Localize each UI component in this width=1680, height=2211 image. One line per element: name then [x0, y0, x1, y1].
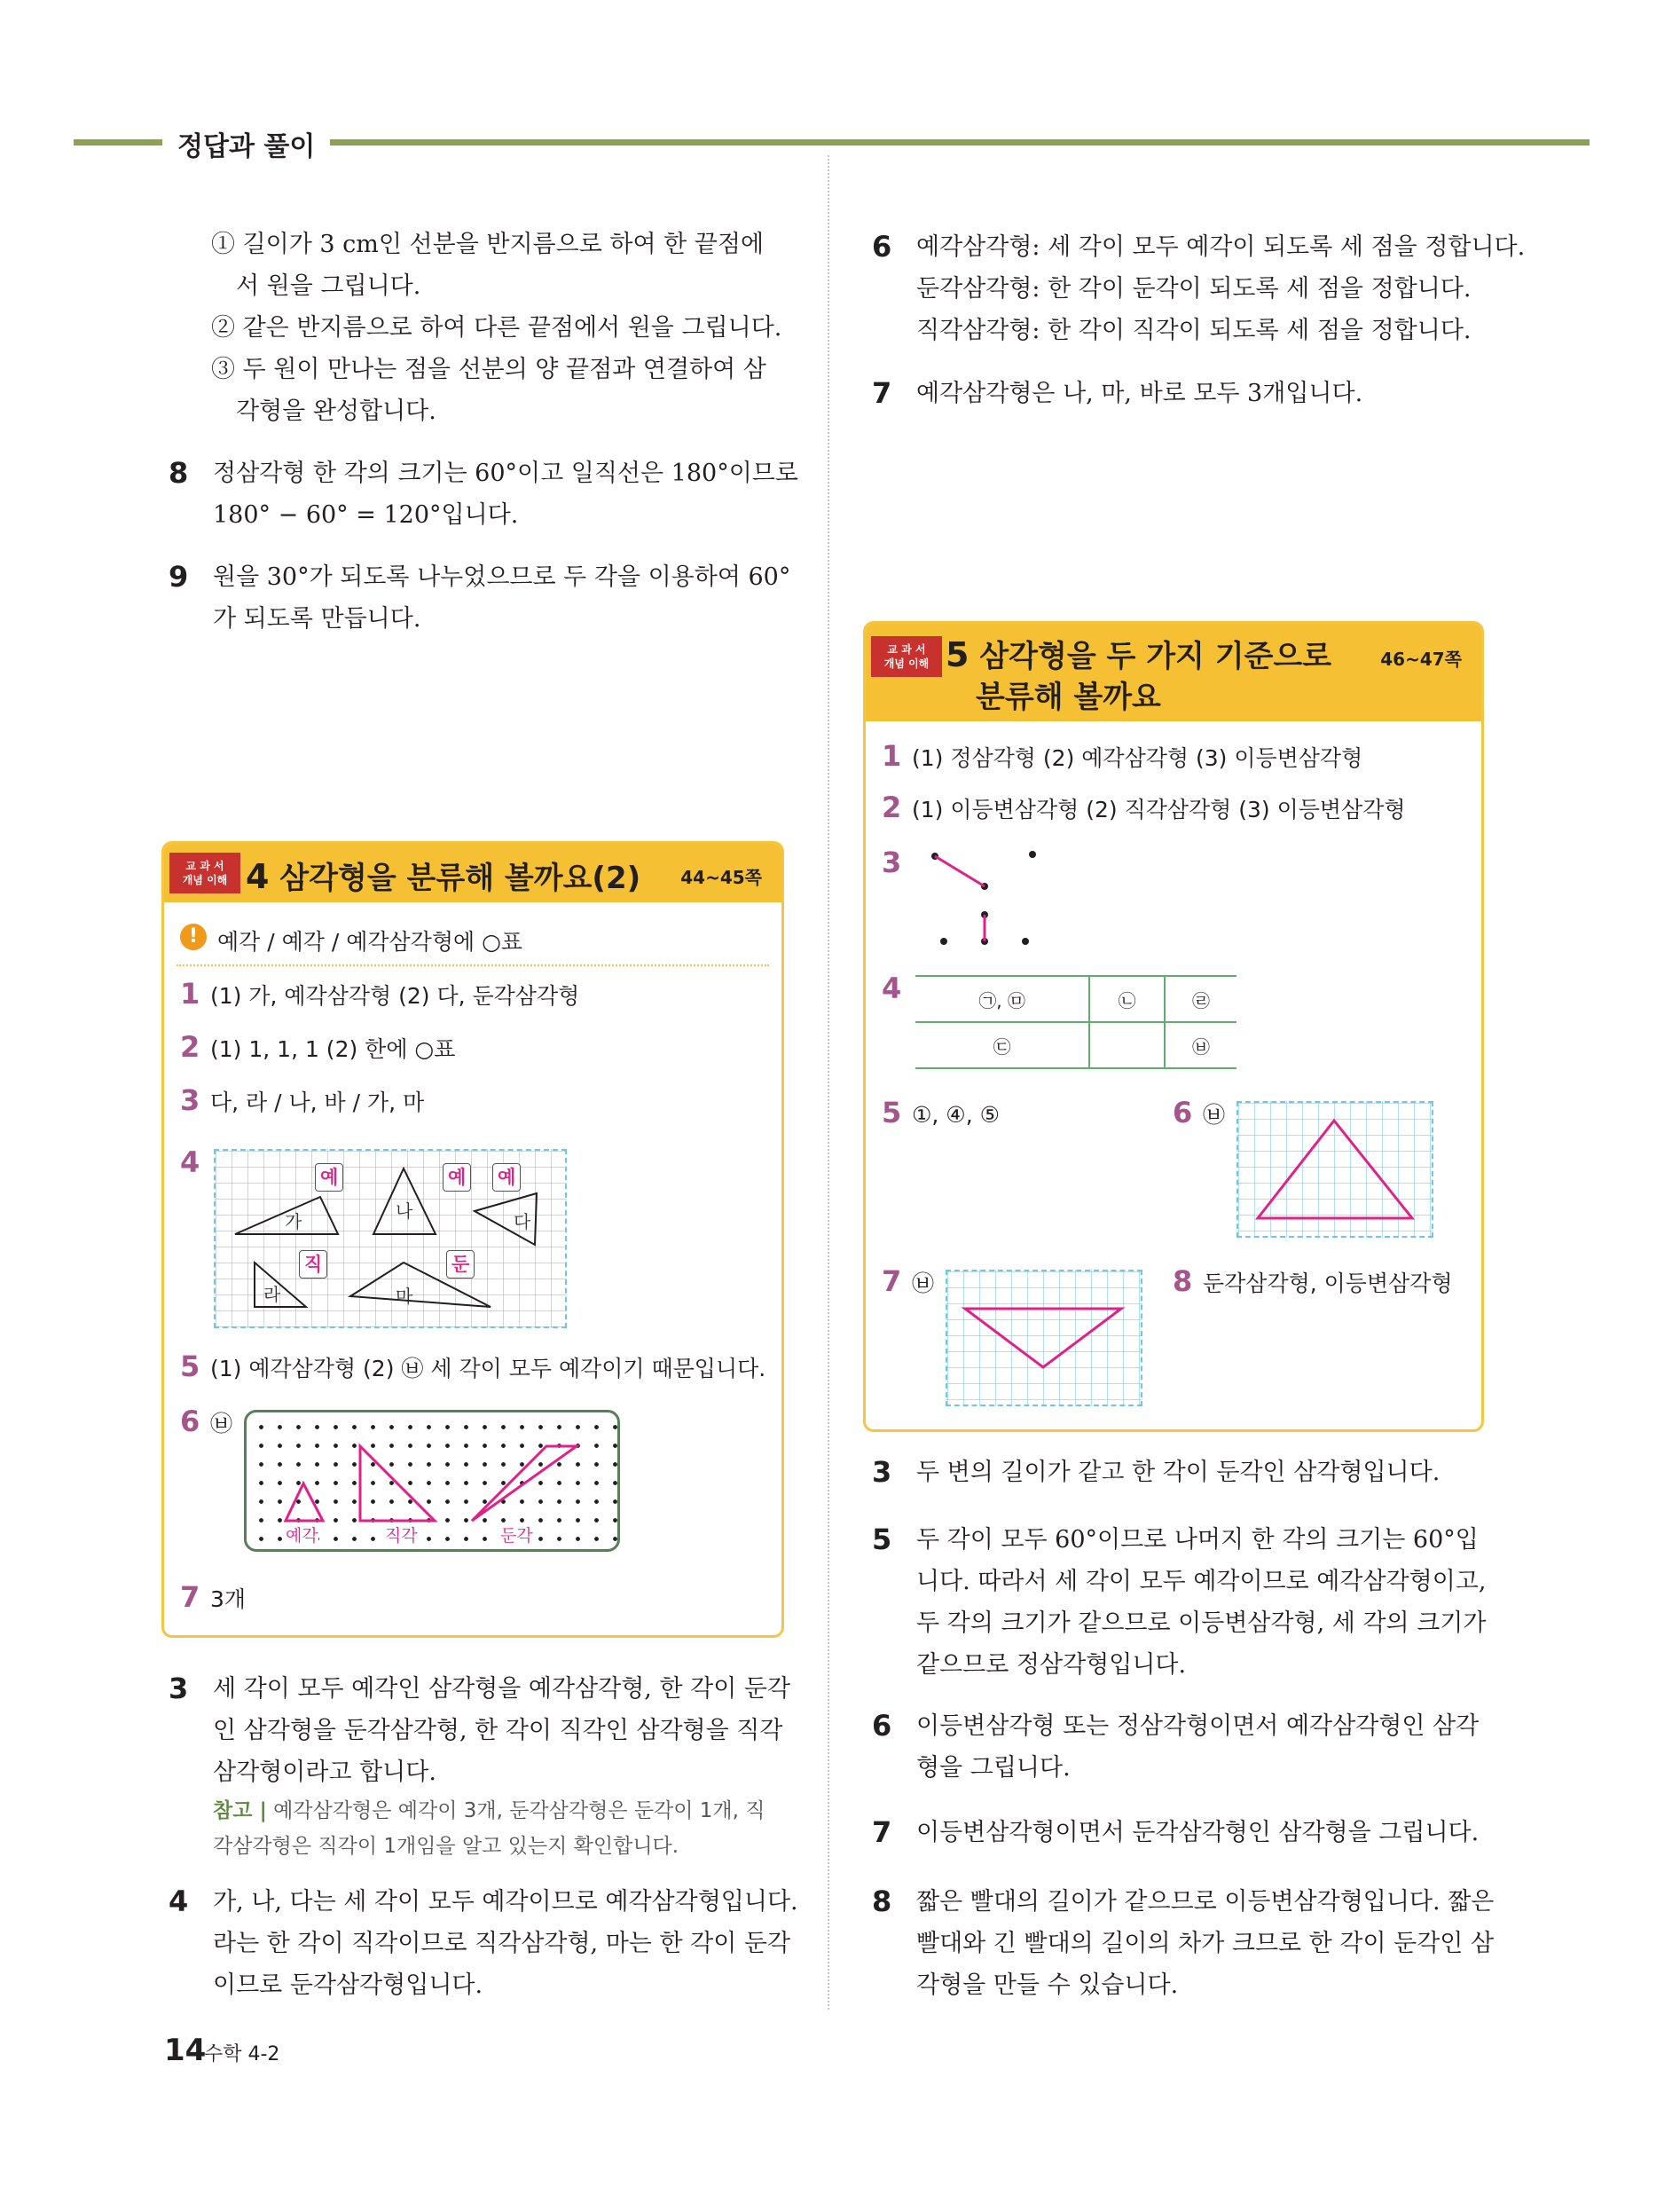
- explanation-number: 5: [872, 1523, 892, 1556]
- acute-tag: 예: [443, 1163, 471, 1192]
- acute-tag: 예: [492, 1163, 521, 1192]
- warning-text: 예각 / 예각 / 예각삼각형에 ○표: [217, 929, 523, 955]
- right-tag: 직: [299, 1250, 327, 1279]
- explanation-number: 4: [169, 1884, 189, 1918]
- page-range: 46~47쪽: [1380, 649, 1462, 670]
- explanation-9: [169, 556, 798, 640]
- answer-number: 7: [882, 1264, 902, 1298]
- warning-icon: !: [180, 924, 207, 950]
- explanation-line: 직각삼각형: 한 각이 직각이 되도록 세 점을 정합니다.: [916, 317, 1472, 344]
- badge-line: 교 과 서: [185, 860, 224, 872]
- explanation-number: 3: [169, 1672, 189, 1705]
- answer-row: [180, 977, 579, 1011]
- explanation-line: 두 각의 크기가 같으므로 이등변삼각형, 세 각의 크기가: [916, 1609, 1487, 1637]
- answer-row: [882, 739, 1362, 773]
- answer-text: ㉥: [210, 1411, 233, 1436]
- step-line: ③ 두 원이 만나는 점을 선분의 양 끝점과 연결하여 삼: [211, 356, 766, 383]
- answer-number: 4: [882, 972, 902, 1005]
- obtuse-label: 둔각: [500, 1523, 533, 1546]
- note-line: 각삼각형은 직각이 1개임을 알고 있는지 확인합니다.: [213, 1835, 679, 1858]
- explanation-line: 둔각삼각형: 한 각이 둔각이 되도록 세 점을 정합니다.: [916, 275, 1472, 303]
- table-cell: ㉢: [915, 1022, 1089, 1068]
- table-cell: ㉡: [1089, 976, 1165, 1022]
- box-title: [946, 634, 1331, 718]
- answer-text: 둔각삼각형, 이등변삼각형: [1203, 1271, 1453, 1296]
- answer-row: [882, 1096, 1000, 1129]
- explanation-7-right: [872, 373, 1537, 414]
- explanation-line: 형을 그립니다.: [916, 1754, 1071, 1782]
- badge-line: 교 과 서: [887, 643, 926, 656]
- obtuse-isosceles-grid: [946, 1270, 1142, 1406]
- step-line: 각형을 완성합니다.: [236, 397, 436, 425]
- explanation-number: 8: [872, 1884, 892, 1918]
- triangle-grid-figure: [214, 1149, 567, 1328]
- explanation-line: 삼각형이라고 합니다.: [213, 1759, 436, 1786]
- explanation-line: 원을 30°가 되도록 나누었으므로 두 각을 이용하여 60°: [213, 563, 791, 591]
- acute-label: 예각: [286, 1523, 318, 1546]
- book-subject: 수학 4-2: [204, 2043, 280, 2065]
- explanation-line: 빨대와 긴 빨대의 길이의 차가 크므로 한 각이 둔각인 삼: [916, 1930, 1495, 1957]
- lesson-title: 삼각형을 분류해 볼까요(2): [279, 861, 641, 896]
- explanation-line: 짧은 빨대의 길이가 같으므로 이등변삼각형입니다. 짧은: [916, 1888, 1495, 1916]
- explanation-3: [169, 1668, 798, 1864]
- explanation-6-right: [872, 226, 1537, 351]
- answer-box-5: [863, 621, 1484, 1432]
- answer-box-4: [161, 841, 784, 1638]
- triangle-label-ma: 마: [396, 1286, 413, 1307]
- answer-text: (1) 가, 예각삼각형 (2) 다, 둔각삼각형: [210, 983, 580, 1009]
- answer-row: [882, 846, 912, 879]
- explanation-number: 6: [872, 1709, 892, 1743]
- answer-number: 5: [180, 1349, 200, 1383]
- lesson-number: 5: [946, 635, 970, 674]
- lesson-number: 4: [246, 857, 270, 896]
- page-section-title: 정답과 풀이: [177, 131, 316, 162]
- answer-text: (1) 이등변삼각형 (2) 직각삼각형 (3) 이등변삼각형: [912, 797, 1406, 822]
- answer-number: 1: [882, 739, 902, 773]
- explanation-line: 두 변의 길이가 같고 한 각이 둔각인 삼각형입니다.: [916, 1459, 1441, 1486]
- right-label: 직각: [385, 1523, 418, 1546]
- answer-text: (1) 예각삼각형 (2) ㉥ 세 각이 모두 예각이기 때문입니다.: [210, 1356, 766, 1381]
- lesson-title-line: 분류해 볼까요: [976, 680, 1161, 715]
- reference-note: [213, 1793, 798, 1864]
- box-title: [246, 854, 640, 897]
- table-cell: [1089, 1022, 1165, 1068]
- answer-text: 다, 라 / 나, 바 / 가, 마: [210, 1090, 425, 1115]
- answer-text: ㉥: [1203, 1102, 1226, 1128]
- table-row: [915, 1022, 1236, 1068]
- answer-row: [1173, 1264, 1453, 1298]
- table-row: [915, 976, 1236, 1022]
- answer-row: [882, 972, 912, 1005]
- explanation-6b-right: [872, 1705, 1537, 1789]
- header-rule-left: [74, 139, 162, 146]
- explanation-line: 이등변삼각형 또는 정삼각형이면서 예각삼각형인 삼각: [916, 1712, 1480, 1740]
- explanation-number: 3: [872, 1455, 892, 1489]
- triangle-label-na: 나: [396, 1200, 413, 1222]
- table-cell: ㉣: [1165, 976, 1236, 1022]
- table-cell: ㉥: [1165, 1022, 1236, 1068]
- note-tag: 참고 |: [213, 1799, 267, 1822]
- badge-line: 개념 이해: [182, 874, 228, 886]
- explanation-number: 7: [872, 1815, 892, 1849]
- badge-line: 개념 이해: [883, 657, 930, 670]
- acute-isosceles-triangle: [1238, 1103, 1432, 1236]
- answer-text: (1) 1, 1, 1 (2) 한에 ○표: [210, 1036, 456, 1062]
- explanation-line: 인 삼각형을 둔각삼각형, 한 각이 직각인 삼각형을 직각: [213, 1717, 783, 1744]
- explanation-5-right: [872, 1519, 1537, 1686]
- explanation-8-right: [872, 1881, 1537, 2006]
- explanation-line: 180° − 60° = 120°입니다.: [213, 501, 519, 529]
- answer-text: ㉥: [912, 1271, 935, 1296]
- explanation-line: 니다. 따라서 세 각이 모두 예각이므로 예각삼각형이고,: [916, 1568, 1487, 1595]
- explanation-line: 라는 한 각이 직각이므로 직각삼각형, 마는 한 각이 둔각: [213, 1930, 791, 1957]
- answer-row: [180, 1145, 210, 1179]
- answer-number: 3: [882, 846, 902, 879]
- explanation-7b-right: [872, 1812, 1537, 1853]
- triangle-label-ga: 가: [285, 1211, 302, 1232]
- explanation-number: 7: [872, 376, 892, 410]
- textbook-badge: [169, 853, 240, 893]
- dot-grid-figure: [244, 1410, 620, 1552]
- acute-tag: 예: [315, 1163, 343, 1192]
- answer-number: 3: [180, 1083, 200, 1117]
- answer-text: (1) 정삼각형 (2) 예각삼각형 (3) 이등변삼각형: [912, 745, 1363, 771]
- dotted-separator: [177, 964, 769, 966]
- answer-number: 6: [180, 1404, 200, 1438]
- textbook-badge: [871, 636, 942, 677]
- explanation-8: [169, 452, 798, 536]
- answer-row: [180, 1580, 246, 1614]
- classification-table: [915, 975, 1236, 1069]
- explanation-3-right: [872, 1452, 1537, 1493]
- answer-text: 3개: [210, 1586, 247, 1612]
- answer-number: 1: [180, 977, 200, 1011]
- explanation-number: 9: [169, 560, 189, 594]
- explanation-line: 정삼각형 한 각의 크기는 60°이고 일직선은 180°이므로: [213, 460, 798, 487]
- explanation-line: 가 되도록 만듭니다.: [213, 605, 421, 633]
- step-line: ① 길이가 3 cm인 선분을 반지름으로 하여 한 끝점에: [211, 231, 765, 258]
- answer-number: 7: [180, 1580, 200, 1614]
- explanation-line: 세 각이 모두 예각인 삼각형을 예각삼각형, 한 각이 둔각: [213, 1675, 791, 1703]
- explanation-line: 같으므로 정삼각형입니다.: [916, 1651, 1187, 1679]
- explanation-line: 각형을 만들 수 있습니다.: [916, 1971, 1179, 1999]
- explanation-line: 예각삼각형: 세 각이 모두 예각이 되도록 세 점을 정합니다.: [916, 233, 1526, 261]
- explanation-line: 가, 나, 다는 세 각이 모두 예각이므로 예각삼각형입니다.: [213, 1888, 798, 1916]
- construction-steps: [211, 224, 797, 432]
- answer-row: [180, 1349, 765, 1383]
- triangle-label-da: 다: [514, 1211, 531, 1232]
- explanation-line: 두 각이 모두 60°이므로 나머지 한 각의 크기는 60°입: [916, 1526, 1479, 1554]
- step-line: 서 원을 그립니다.: [236, 272, 421, 300]
- step-line: ② 같은 반지름으로 하여 다른 끝점에서 원을 그립니다.: [211, 314, 782, 342]
- dot-segment-figure: [915, 846, 1057, 952]
- answer-number: 6: [1173, 1096, 1193, 1129]
- obtuse-isosceles-triangle: [947, 1271, 1141, 1404]
- explanation-number: 6: [872, 230, 892, 264]
- box-header: [866, 624, 1481, 721]
- column-divider: [828, 155, 829, 2010]
- explanation-number: 8: [169, 456, 189, 490]
- explanation-line: 이므로 둔각삼각형입니다.: [213, 1971, 483, 1999]
- note-line: 예각삼각형은 예각이 3개, 둔각삼각형은 둔각이 1개, 직: [273, 1799, 765, 1822]
- obtuse-tag: 둔: [446, 1250, 475, 1279]
- answer-row: [180, 1083, 424, 1117]
- answer-row: [180, 1030, 455, 1064]
- header-rule-right: [330, 139, 1590, 146]
- answer-row: [1173, 1096, 1225, 1129]
- acute-isosceles-grid: [1236, 1101, 1433, 1238]
- explanation-line: 이등변삼각형이면서 둔각삼각형인 삼각형을 그립니다.: [916, 1819, 1480, 1846]
- answer-number: 5: [882, 1096, 902, 1129]
- explanation-4: [169, 1881, 798, 2006]
- page-range: 44~45쪽: [680, 867, 762, 888]
- triangle-label-ra: 라: [263, 1284, 281, 1305]
- lesson-title-line: 삼각형을 두 가지 기준으로: [979, 639, 1332, 674]
- answer-number: 4: [180, 1145, 200, 1179]
- explanation-line: 예각삼각형은 나, 마, 바로 모두 3개입니다.: [916, 380, 1363, 407]
- answer-row: [882, 1264, 934, 1298]
- answer-text: ①, ④, ⑤: [912, 1102, 1001, 1128]
- answer-number: 2: [180, 1030, 200, 1064]
- box-header: [164, 844, 781, 902]
- page-number: 14: [164, 2033, 207, 2068]
- answer-row: [882, 791, 1406, 824]
- answer-row: [180, 1404, 232, 1438]
- answer-number: 2: [882, 791, 902, 824]
- table-cell: ㉠, ㉤: [915, 976, 1089, 1022]
- answer-number: 8: [1173, 1264, 1193, 1298]
